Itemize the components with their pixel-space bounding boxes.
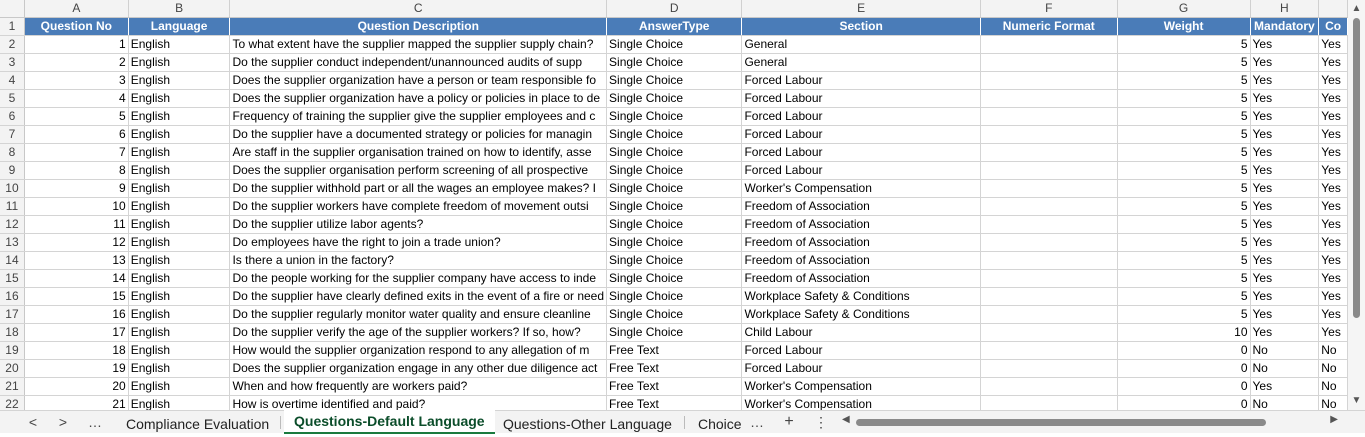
table-header-cell[interactable]: Co bbox=[1319, 18, 1348, 36]
table-cell[interactable]: Forced Labour bbox=[742, 342, 980, 360]
table-cell[interactable]: 5 bbox=[1117, 54, 1250, 72]
table-cell[interactable]: Yes bbox=[1319, 72, 1348, 90]
row-number[interactable]: 15 bbox=[0, 270, 24, 288]
table-cell[interactable]: No bbox=[1250, 342, 1319, 360]
table-cell[interactable]: Does the supplier organization have a person or team responsible fo bbox=[230, 72, 607, 90]
table-cell[interactable]: English bbox=[128, 216, 230, 234]
table-cell[interactable]: Yes bbox=[1319, 324, 1348, 342]
row-number[interactable]: 5 bbox=[0, 90, 24, 108]
table-cell[interactable]: Yes bbox=[1319, 234, 1348, 252]
table-cell[interactable]: 0 bbox=[1117, 360, 1250, 378]
table-cell[interactable]: 12 bbox=[24, 234, 128, 252]
table-cell[interactable]: Forced Labour bbox=[742, 108, 980, 126]
table-cell[interactable]: Yes bbox=[1250, 270, 1319, 288]
table-cell[interactable]: 1 bbox=[24, 36, 128, 54]
table-cell[interactable]: Free Text bbox=[607, 396, 742, 411]
table-cell[interactable]: 5 bbox=[24, 108, 128, 126]
row-number[interactable]: 11 bbox=[0, 198, 24, 216]
table-cell[interactable]: Worker's Compensation bbox=[742, 396, 980, 411]
table-cell[interactable]: Yes bbox=[1250, 324, 1319, 342]
table-cell[interactable] bbox=[980, 324, 1117, 342]
table-cell[interactable]: Yes bbox=[1250, 216, 1319, 234]
table-cell[interactable]: How is overtime identified and paid? bbox=[230, 396, 607, 411]
row-number[interactable]: 18 bbox=[0, 324, 24, 342]
table-cell[interactable] bbox=[980, 144, 1117, 162]
tab-separator bbox=[684, 416, 685, 429]
table-cell[interactable]: No bbox=[1319, 378, 1348, 396]
table-row bbox=[0, 396, 1348, 411]
row-number[interactable]: 12 bbox=[0, 216, 24, 234]
table-row bbox=[0, 324, 1348, 342]
table-cell[interactable]: English bbox=[128, 324, 230, 342]
table-cell[interactable]: Yes bbox=[1250, 234, 1319, 252]
table-cell[interactable]: When and how frequently are workers paid? bbox=[230, 378, 607, 396]
table-cell[interactable] bbox=[980, 54, 1117, 72]
table-cell[interactable]: English bbox=[128, 90, 230, 108]
table-cell[interactable] bbox=[980, 126, 1117, 144]
row-number[interactable]: 9 bbox=[0, 162, 24, 180]
table-cell[interactable]: 5 bbox=[1117, 126, 1250, 144]
table-cell[interactable]: 7 bbox=[24, 144, 128, 162]
table-row bbox=[0, 108, 1348, 126]
select-all-corner[interactable] bbox=[0, 0, 24, 18]
table-cell[interactable] bbox=[980, 180, 1117, 198]
table-cell[interactable] bbox=[980, 396, 1117, 411]
table-header-cell[interactable]: Numeric Format bbox=[980, 18, 1117, 36]
row-number[interactable]: 13 bbox=[0, 234, 24, 252]
column-header[interactable]: G bbox=[1117, 0, 1250, 18]
table-cell[interactable]: 10 bbox=[24, 198, 128, 216]
table-cell[interactable]: Forced Labour bbox=[742, 360, 980, 378]
table-cell[interactable]: 6 bbox=[24, 126, 128, 144]
table-cell[interactable]: English bbox=[128, 396, 230, 411]
table-cell[interactable]: English bbox=[128, 198, 230, 216]
table-cell[interactable]: 3 bbox=[24, 72, 128, 90]
table-cell[interactable]: Yes bbox=[1250, 288, 1319, 306]
table-cell[interactable]: English bbox=[128, 126, 230, 144]
table-cell[interactable]: No bbox=[1319, 396, 1348, 411]
table-cell[interactable]: Yes bbox=[1250, 72, 1319, 90]
table-cell[interactable]: Yes bbox=[1250, 126, 1319, 144]
tab-compliance-evaluation[interactable]: Compliance Evaluation bbox=[126, 416, 270, 432]
sheet-options-icon[interactable]: ⋮ bbox=[814, 414, 828, 430]
table-cell[interactable]: English bbox=[128, 306, 230, 324]
table-row bbox=[0, 54, 1348, 72]
table-cell[interactable]: Yes bbox=[1319, 126, 1348, 144]
table-cell[interactable]: 5 bbox=[1117, 180, 1250, 198]
row-number[interactable]: 8 bbox=[0, 144, 24, 162]
table-cell[interactable]: Does the supplier organisation perform screening of all prospective bbox=[230, 162, 607, 180]
table-cell[interactable]: Do the supplier withhold part or all the wages an employee makes? I bbox=[230, 180, 607, 198]
scroll-right-icon[interactable]: ▶ bbox=[1330, 414, 1338, 425]
row-number[interactable]: 6 bbox=[0, 108, 24, 126]
add-sheet-icon[interactable]: + bbox=[784, 413, 794, 430]
table-cell[interactable]: Yes bbox=[1319, 162, 1348, 180]
table-cell[interactable] bbox=[980, 360, 1117, 378]
table-cell[interactable]: Single Choice bbox=[607, 216, 742, 234]
tab-questions-default-language[interactable]: Questions-Default Language bbox=[284, 410, 495, 434]
table-cell[interactable]: Worker's Compensation bbox=[742, 378, 980, 396]
table-cell[interactable]: Yes bbox=[1250, 162, 1319, 180]
table-cell[interactable]: 2 bbox=[24, 54, 128, 72]
row-number[interactable]: 21 bbox=[0, 378, 24, 396]
table-cell[interactable]: 19 bbox=[24, 360, 128, 378]
table-cell[interactable]: Free Text bbox=[607, 342, 742, 360]
table-row bbox=[0, 126, 1348, 144]
table-cell[interactable]: Freedom of Association bbox=[742, 198, 980, 216]
table-cell[interactable]: No bbox=[1250, 360, 1319, 378]
table-cell[interactable] bbox=[980, 378, 1117, 396]
table-cell[interactable] bbox=[980, 288, 1117, 306]
table-cell[interactable]: English bbox=[128, 252, 230, 270]
table-cell[interactable]: 5 bbox=[1117, 288, 1250, 306]
table-cell[interactable]: Do employees have the right to join a trade union? bbox=[230, 234, 607, 252]
table-cell[interactable] bbox=[980, 270, 1117, 288]
table-cell[interactable]: English bbox=[128, 144, 230, 162]
row-number[interactable]: 14 bbox=[0, 252, 24, 270]
table-cell[interactable]: Workplace Safety & Conditions bbox=[742, 288, 980, 306]
table-header-cell[interactable]: Mandatory bbox=[1250, 18, 1319, 36]
horizontal-scrollbar[interactable] bbox=[842, 416, 1338, 428]
table-cell[interactable]: Single Choice bbox=[607, 126, 742, 144]
table-cell[interactable]: 5 bbox=[1117, 252, 1250, 270]
table-cell[interactable]: 5 bbox=[1117, 306, 1250, 324]
table-cell[interactable]: 15 bbox=[24, 288, 128, 306]
table-cell[interactable]: Single Choice bbox=[607, 270, 742, 288]
table-cell[interactable]: Do the supplier verify the age of the supplier workers? If so, how? bbox=[230, 324, 607, 342]
vertical-scroll-thumb[interactable] bbox=[1353, 18, 1360, 318]
table-cell[interactable] bbox=[980, 36, 1117, 54]
table-cell[interactable]: English bbox=[128, 108, 230, 126]
table-cell[interactable]: 0 bbox=[1117, 396, 1250, 411]
table-header-cell[interactable]: Question Description bbox=[230, 18, 607, 36]
table-cell[interactable]: Do the supplier regularly monitor water quality and ensure cleanline bbox=[230, 306, 607, 324]
column-header[interactable]: E bbox=[742, 0, 980, 18]
table-cell[interactable]: 21 bbox=[24, 396, 128, 411]
table-cell[interactable]: Yes bbox=[1250, 144, 1319, 162]
table-cell[interactable]: Yes bbox=[1250, 180, 1319, 198]
table-cell[interactable]: 20 bbox=[24, 378, 128, 396]
table-cell[interactable]: 5 bbox=[1117, 270, 1250, 288]
more-sheets-left-icon[interactable]: … bbox=[88, 414, 102, 430]
table-row bbox=[0, 288, 1348, 306]
table-cell[interactable]: 16 bbox=[24, 306, 128, 324]
table-cell[interactable]: Yes bbox=[1319, 54, 1348, 72]
table-cell[interactable]: Single Choice bbox=[607, 36, 742, 54]
table-row bbox=[0, 198, 1348, 216]
table-cell[interactable]: 9 bbox=[24, 180, 128, 198]
table-cell[interactable]: Single Choice bbox=[607, 180, 742, 198]
tab-questions-other-language[interactable]: Questions-Other Language bbox=[503, 416, 672, 432]
table-cell[interactable]: Yes bbox=[1319, 36, 1348, 54]
column-header[interactable] bbox=[1319, 0, 1348, 18]
table-cell[interactable]: 5 bbox=[1117, 162, 1250, 180]
table-cell[interactable]: Do the supplier have a documented strategy or policies for managin bbox=[230, 126, 607, 144]
more-sheets-right-icon[interactable]: … bbox=[750, 414, 764, 430]
row-number[interactable]: 1 bbox=[0, 18, 24, 36]
table-cell[interactable]: Yes bbox=[1319, 306, 1348, 324]
table-cell[interactable]: Yes bbox=[1250, 36, 1319, 54]
table-row bbox=[0, 360, 1348, 378]
table-cell[interactable]: Yes bbox=[1319, 108, 1348, 126]
table-cell[interactable]: Yes bbox=[1319, 144, 1348, 162]
table-cell[interactable]: Yes bbox=[1250, 378, 1319, 396]
table-cell[interactable]: Single Choice bbox=[607, 252, 742, 270]
row-number[interactable]: 17 bbox=[0, 306, 24, 324]
table-cell[interactable]: Are staff in the supplier organisation trained on how to identify, asse bbox=[230, 144, 607, 162]
table-cell[interactable]: Does the supplier organization engage in any other due diligence act bbox=[230, 360, 607, 378]
table-cell[interactable]: 5 bbox=[1117, 216, 1250, 234]
table-cell[interactable]: No bbox=[1319, 360, 1348, 378]
table-cell[interactable]: Yes bbox=[1319, 216, 1348, 234]
table-cell[interactable] bbox=[980, 162, 1117, 180]
table-cell[interactable] bbox=[980, 72, 1117, 90]
table-cell[interactable] bbox=[980, 252, 1117, 270]
scroll-up-icon[interactable]: ▲ bbox=[1351, 3, 1362, 14]
table-cell[interactable]: General bbox=[742, 54, 980, 72]
table-cell[interactable]: English bbox=[128, 270, 230, 288]
table-cell[interactable]: Yes bbox=[1319, 90, 1348, 108]
column-header[interactable]: A bbox=[24, 0, 128, 18]
table-cell[interactable] bbox=[980, 234, 1117, 252]
table-cell[interactable]: How would the supplier organization respond to any allegation of m bbox=[230, 342, 607, 360]
table-cell[interactable]: Do the supplier workers have complete freedom of movement outsi bbox=[230, 198, 607, 216]
table-cell[interactable]: Yes bbox=[1319, 180, 1348, 198]
table-row bbox=[0, 306, 1348, 324]
table-cell[interactable]: 4 bbox=[24, 90, 128, 108]
table-cell[interactable]: 8 bbox=[24, 162, 128, 180]
table-cell[interactable]: 10 bbox=[1117, 324, 1250, 342]
column-header[interactable]: B bbox=[128, 0, 230, 18]
table-cell[interactable] bbox=[980, 108, 1117, 126]
table-row bbox=[0, 36, 1348, 54]
table-row bbox=[0, 252, 1348, 270]
table-cell[interactable]: 5 bbox=[1117, 90, 1250, 108]
table-cell[interactable]: 5 bbox=[1117, 108, 1250, 126]
table-cell[interactable]: Do the supplier conduct independent/unannounced audits of supp bbox=[230, 54, 607, 72]
table-cell[interactable]: Do the people working for the supplier company have access to inde bbox=[230, 270, 607, 288]
table-cell[interactable]: English bbox=[128, 162, 230, 180]
prev-sheet-icon[interactable]: < bbox=[28, 414, 38, 430]
table-cell[interactable]: Forced Labour bbox=[742, 144, 980, 162]
table-cell[interactable]: 13 bbox=[24, 252, 128, 270]
tab-separator bbox=[280, 416, 281, 429]
table-cell[interactable]: To what extent have the supplier mapped the supplier supply chain? bbox=[230, 36, 607, 54]
table-cell[interactable]: Single Choice bbox=[607, 144, 742, 162]
table-cell[interactable] bbox=[980, 306, 1117, 324]
table-cell[interactable] bbox=[980, 198, 1117, 216]
table-cell[interactable]: Free Text bbox=[607, 360, 742, 378]
table-cell[interactable]: Single Choice bbox=[607, 234, 742, 252]
table-cell[interactable]: Forced Labour bbox=[742, 90, 980, 108]
table-cell[interactable] bbox=[980, 216, 1117, 234]
table-row bbox=[0, 162, 1348, 180]
table-cell[interactable]: Yes bbox=[1250, 90, 1319, 108]
table-cell[interactable]: English bbox=[128, 72, 230, 90]
table-cell[interactable]: Worker's Compensation bbox=[742, 180, 980, 198]
row-number[interactable]: 2 bbox=[0, 36, 24, 54]
table-cell[interactable]: 18 bbox=[24, 342, 128, 360]
table-cell[interactable]: 5 bbox=[1117, 72, 1250, 90]
table-cell[interactable]: English bbox=[128, 54, 230, 72]
table-cell[interactable]: Forced Labour bbox=[742, 162, 980, 180]
horizontal-scroll-thumb[interactable] bbox=[856, 419, 1266, 426]
table-cell[interactable]: No bbox=[1319, 342, 1348, 360]
table-cell[interactable]: Single Choice bbox=[607, 324, 742, 342]
table-row bbox=[0, 270, 1348, 288]
table-cell[interactable] bbox=[980, 342, 1117, 360]
table-cell[interactable]: English bbox=[128, 288, 230, 306]
table-row bbox=[0, 234, 1348, 252]
table-cell[interactable]: Freedom of Association bbox=[742, 252, 980, 270]
table-cell[interactable]: Single Choice bbox=[607, 162, 742, 180]
table-row bbox=[0, 216, 1348, 234]
column-header[interactable]: F bbox=[980, 0, 1117, 18]
table-cell[interactable]: 14 bbox=[24, 270, 128, 288]
table-cell[interactable]: English bbox=[128, 36, 230, 54]
table-row bbox=[0, 180, 1348, 198]
tab-choice[interactable]: Choice bbox=[698, 416, 742, 432]
table-cell[interactable]: 5 bbox=[1117, 144, 1250, 162]
table-row bbox=[0, 342, 1348, 360]
table-cell[interactable]: Yes bbox=[1319, 270, 1348, 288]
table-header-cell[interactable]: Question No bbox=[24, 18, 128, 36]
table-cell[interactable]: Workplace Safety & Conditions bbox=[742, 306, 980, 324]
column-header[interactable]: H bbox=[1250, 0, 1319, 18]
row-number[interactable]: 16 bbox=[0, 288, 24, 306]
table-header-cell[interactable]: Section bbox=[742, 18, 980, 36]
table-cell[interactable]: General bbox=[742, 36, 980, 54]
table-cell[interactable]: Do the supplier have clearly defined exits in the event of a fire or need bbox=[230, 288, 607, 306]
table-cell[interactable]: Do the supplier utilize labor agents? bbox=[230, 216, 607, 234]
table-cell[interactable]: English bbox=[128, 180, 230, 198]
table-cell[interactable]: Single Choice bbox=[607, 198, 742, 216]
table-cell[interactable]: 0 bbox=[1117, 342, 1250, 360]
table-cell[interactable]: English bbox=[128, 342, 230, 360]
row-number[interactable]: 20 bbox=[0, 360, 24, 378]
table-cell[interactable]: English bbox=[128, 360, 230, 378]
table-cell[interactable]: Yes bbox=[1319, 288, 1348, 306]
table-cell[interactable]: Free Text bbox=[607, 378, 742, 396]
scroll-down-icon[interactable]: ▼ bbox=[1351, 395, 1362, 406]
table-header-cell[interactable]: Weight bbox=[1117, 18, 1250, 36]
table-row bbox=[0, 72, 1348, 90]
table-cell[interactable]: Yes bbox=[1250, 54, 1319, 72]
row-number[interactable]: 19 bbox=[0, 342, 24, 360]
table-cell[interactable]: Yes bbox=[1250, 252, 1319, 270]
row-number[interactable]: 4 bbox=[0, 72, 24, 90]
table-cell[interactable]: 5 bbox=[1117, 234, 1250, 252]
table-cell[interactable]: Does the supplier organization have a policy or policies in place to de bbox=[230, 90, 607, 108]
table-cell[interactable]: 11 bbox=[24, 216, 128, 234]
table-cell[interactable]: No bbox=[1250, 396, 1319, 411]
table-cell[interactable]: Single Choice bbox=[607, 306, 742, 324]
table-cell[interactable]: Single Choice bbox=[607, 72, 742, 90]
row-number[interactable]: 22 bbox=[0, 396, 24, 411]
row-number[interactable]: 10 bbox=[0, 180, 24, 198]
table-cell[interactable]: Freedom of Association bbox=[742, 234, 980, 252]
table-cell[interactable]: 5 bbox=[1117, 36, 1250, 54]
table-cell[interactable] bbox=[980, 90, 1117, 108]
table-cell[interactable]: Forced Labour bbox=[742, 126, 980, 144]
table-cell[interactable]: Yes bbox=[1319, 252, 1348, 270]
table-cell[interactable]: English bbox=[128, 378, 230, 396]
table-cell[interactable]: Single Choice bbox=[607, 108, 742, 126]
sheet-tab-bar bbox=[0, 410, 1365, 433]
table-cell[interactable]: Freedom of Association bbox=[742, 270, 980, 288]
table-header-cell[interactable]: AnswerType bbox=[607, 18, 742, 36]
table-cell[interactable]: Child Labour bbox=[742, 324, 980, 342]
table-header-cell[interactable]: Language bbox=[128, 18, 230, 36]
vertical-scrollbar[interactable] bbox=[1348, 0, 1365, 410]
row-number[interactable]: 7 bbox=[0, 126, 24, 144]
table-cell[interactable]: 5 bbox=[1117, 198, 1250, 216]
table-cell[interactable]: Yes bbox=[1250, 108, 1319, 126]
table-cell[interactable]: Yes bbox=[1250, 306, 1319, 324]
table-row bbox=[0, 144, 1348, 162]
column-header[interactable]: C bbox=[230, 0, 607, 18]
table-cell[interactable]: 0 bbox=[1117, 378, 1250, 396]
table-cell[interactable]: Single Choice bbox=[607, 90, 742, 108]
column-header[interactable]: D bbox=[607, 0, 742, 18]
table-cell[interactable]: 17 bbox=[24, 324, 128, 342]
next-sheet-icon[interactable]: > bbox=[58, 414, 68, 430]
table-cell[interactable]: Yes bbox=[1250, 198, 1319, 216]
table-cell[interactable]: Single Choice bbox=[607, 288, 742, 306]
table-row bbox=[0, 378, 1348, 396]
table-cell[interactable]: Freedom of Association bbox=[742, 216, 980, 234]
table-cell[interactable]: Single Choice bbox=[607, 54, 742, 72]
scroll-left-icon[interactable]: ◀ bbox=[842, 414, 850, 425]
table-cell[interactable]: English bbox=[128, 234, 230, 252]
table-cell[interactable]: Frequency of training the supplier give the supplier employees and c bbox=[230, 108, 607, 126]
table-row bbox=[0, 90, 1348, 108]
table-cell[interactable]: Forced Labour bbox=[742, 72, 980, 90]
table-cell[interactable]: Yes bbox=[1319, 198, 1348, 216]
row-number[interactable]: 3 bbox=[0, 54, 24, 72]
table-cell[interactable]: Is there a union in the factory? bbox=[230, 252, 607, 270]
